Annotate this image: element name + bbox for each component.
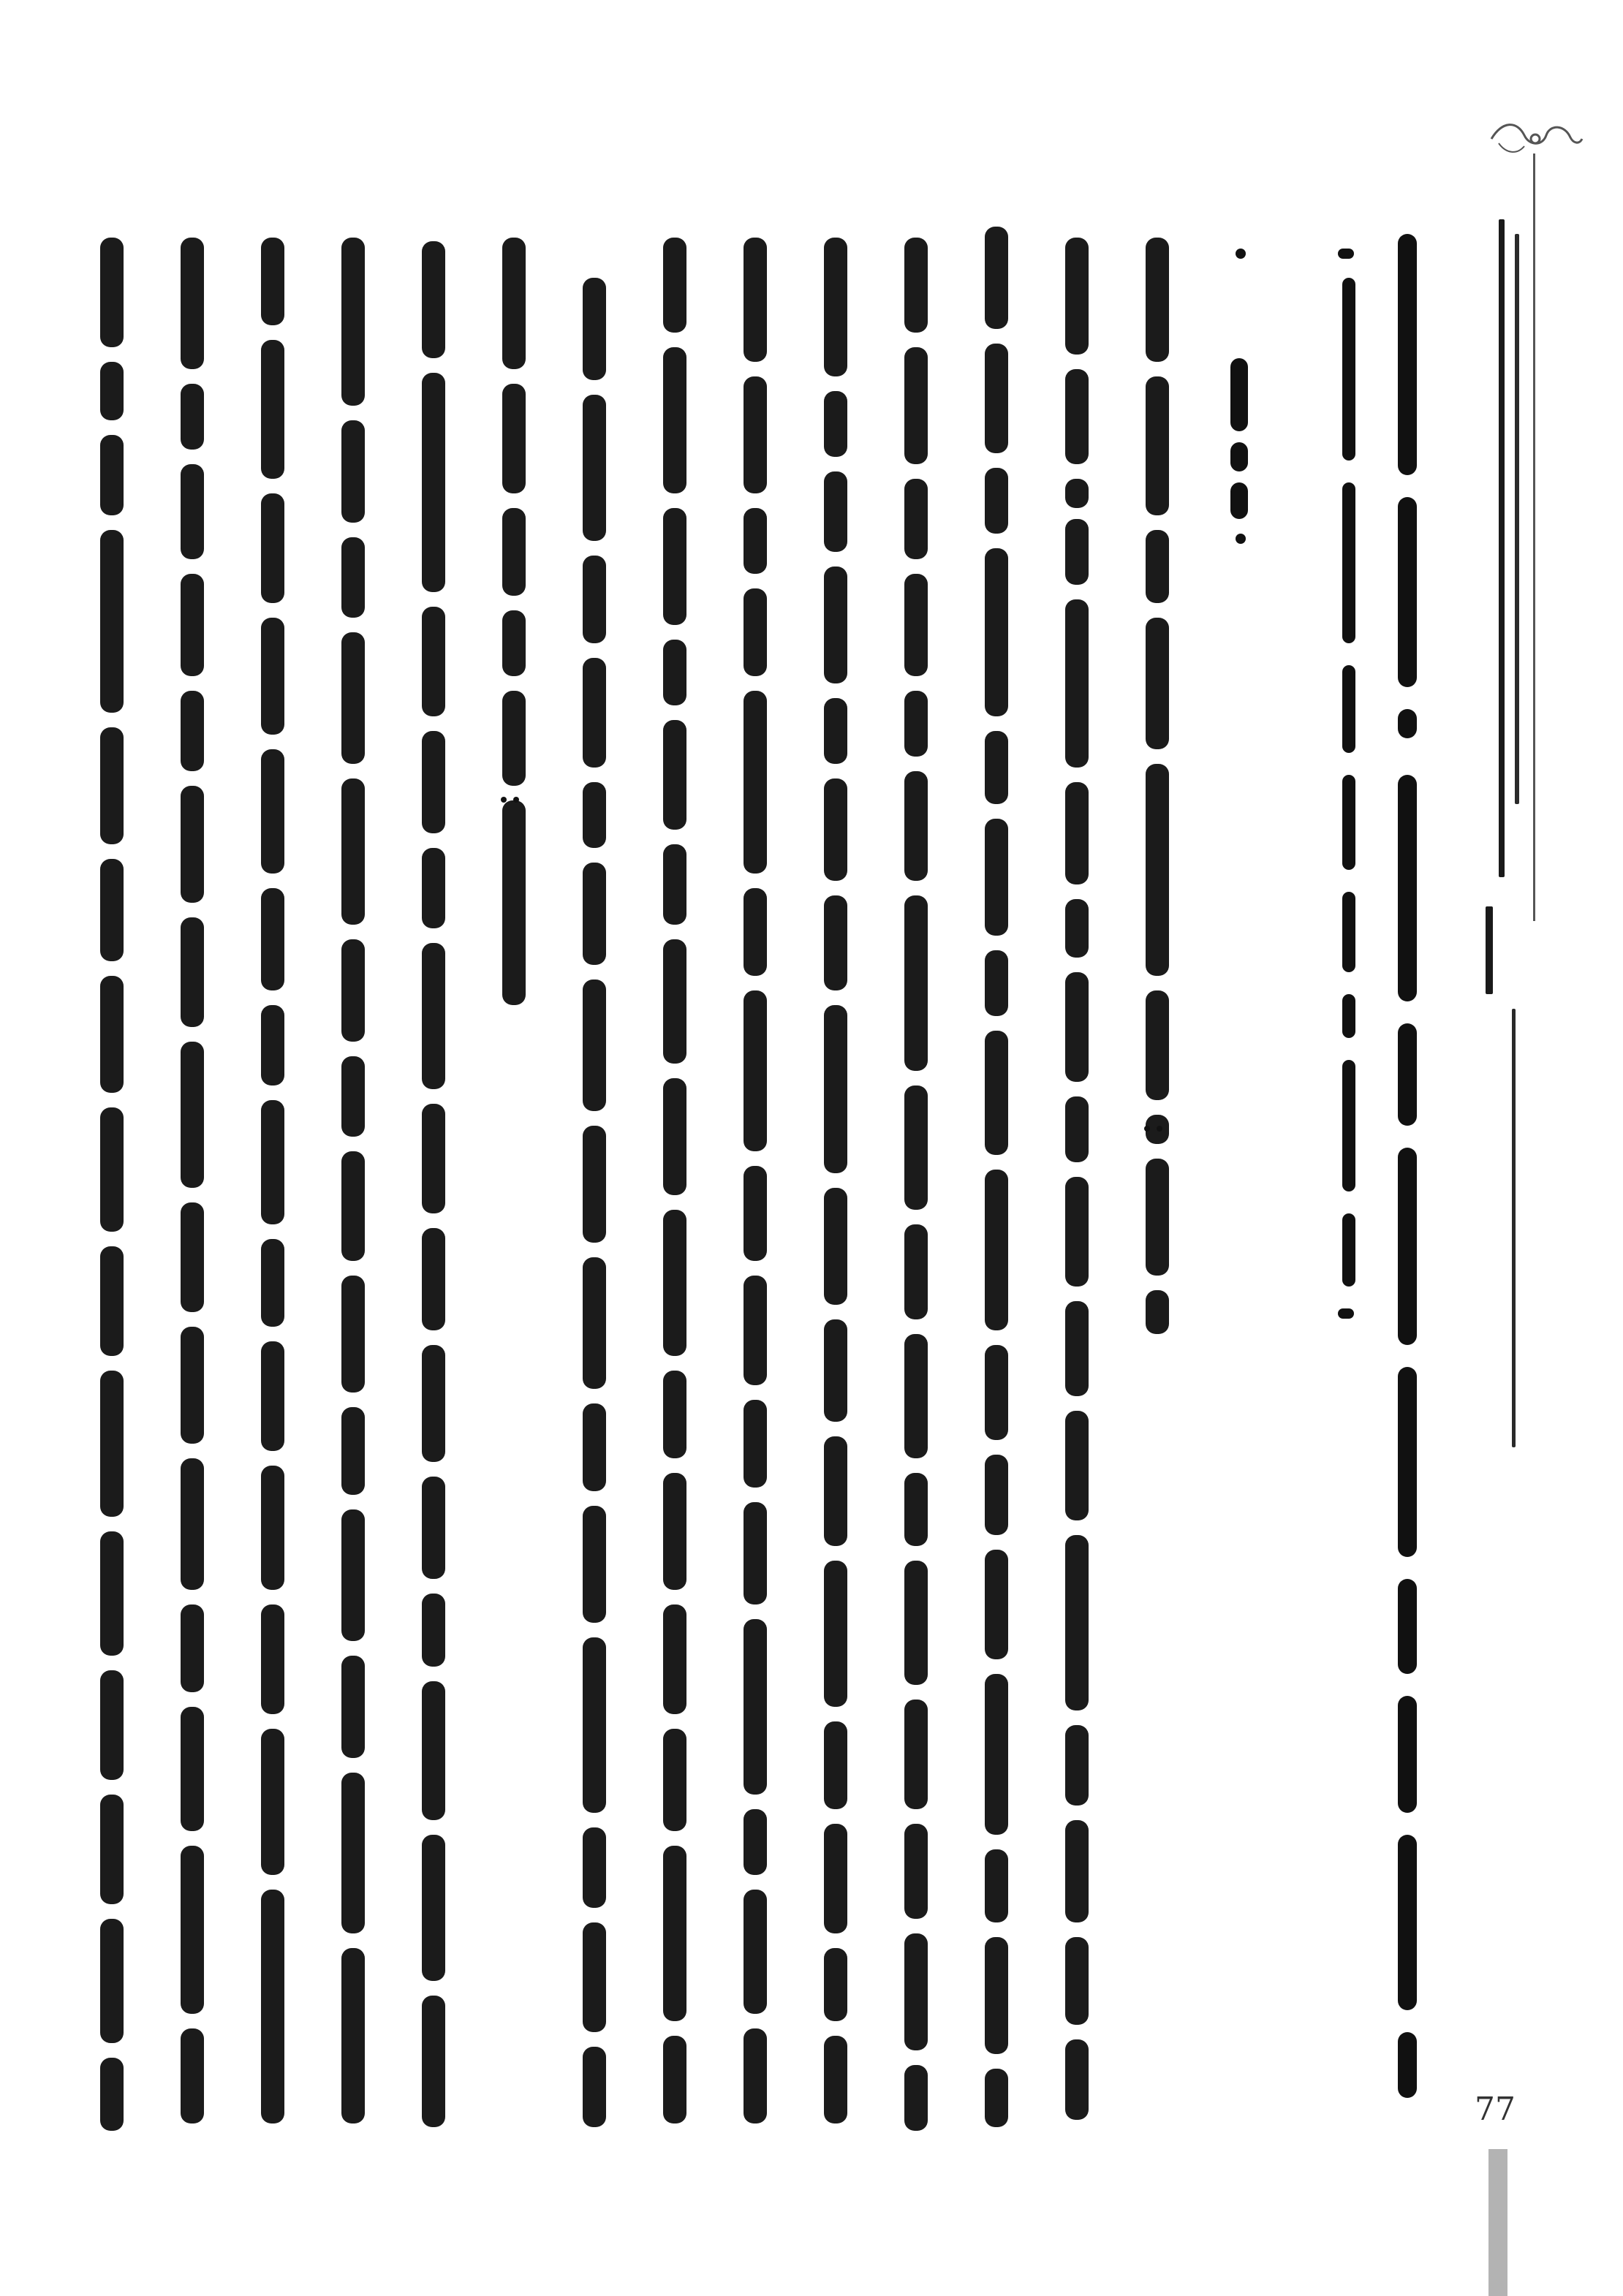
body-line xyxy=(333,219,375,2149)
body-line xyxy=(172,219,214,2149)
body-line xyxy=(413,219,455,2149)
punctuation xyxy=(1157,1126,1162,1132)
running-header-text xyxy=(1469,219,1550,1484)
bracketed-title-column xyxy=(1323,219,1374,2120)
flourish-ornament-icon xyxy=(1484,117,1586,161)
punctuation xyxy=(1144,1126,1150,1132)
body-line xyxy=(815,219,858,2149)
bullet-marker xyxy=(1236,534,1246,544)
running-header xyxy=(1469,219,1550,1484)
body-line xyxy=(1137,219,1179,2149)
body-line xyxy=(976,219,1018,2149)
body-line xyxy=(493,219,536,2149)
subsection-heading xyxy=(1217,358,1261,519)
page-number: 77 xyxy=(1475,2091,1516,2128)
body-line xyxy=(896,219,938,2149)
title-column xyxy=(1382,219,1433,2120)
body-line xyxy=(735,219,777,2149)
body-line xyxy=(654,219,697,2149)
page-edge-bar xyxy=(1488,2149,1507,2296)
body-line xyxy=(1056,219,1099,2149)
punctuation xyxy=(501,797,507,803)
punctuation xyxy=(513,797,519,803)
body-line xyxy=(252,219,295,2149)
body-line xyxy=(91,219,134,2149)
body-line xyxy=(574,219,616,2149)
bullet-marker xyxy=(1236,249,1246,259)
